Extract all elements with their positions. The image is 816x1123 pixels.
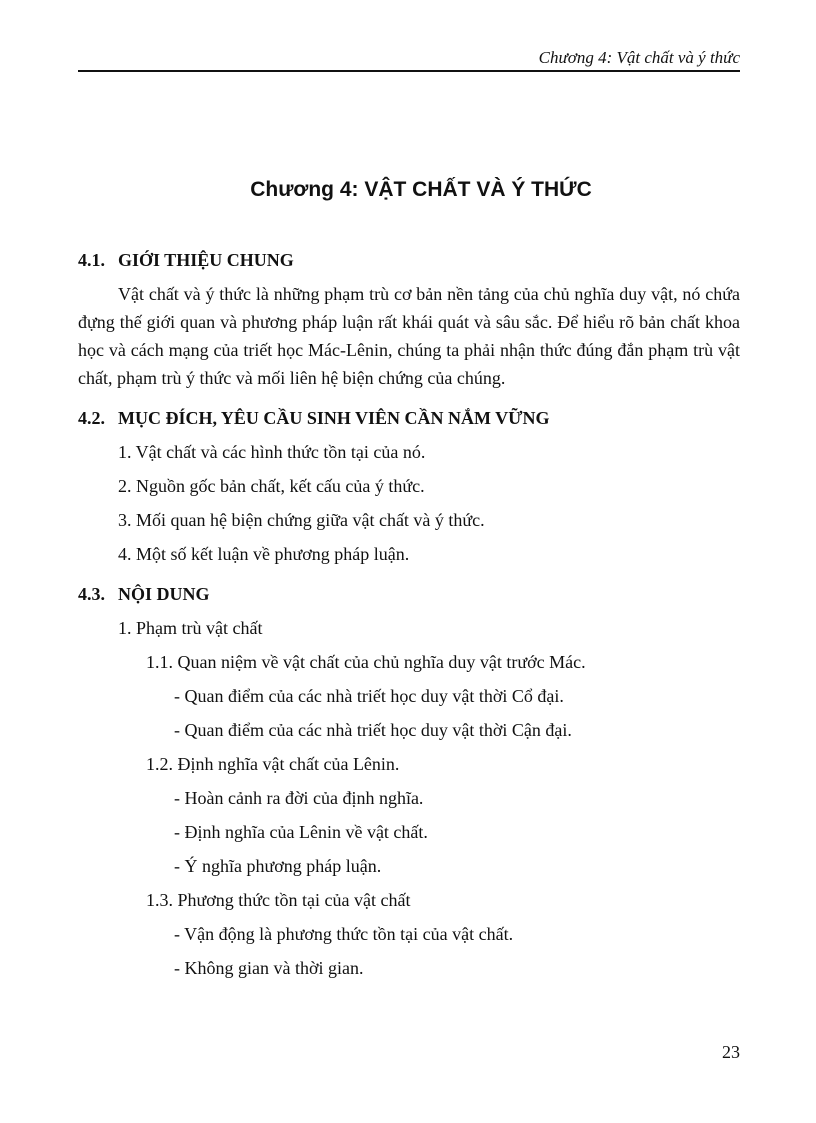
outline-subitem: 1.2. Định nghĩa vật chất của Lênin. xyxy=(146,754,400,774)
list-item: 2. Nguồn gốc bản chất, kết cấu của ý thức. xyxy=(118,476,425,496)
section-number: 4.3. xyxy=(78,584,105,604)
outline-point: - Vận động là phương thức tồn tại của vật chất. xyxy=(174,924,514,944)
section-heading-content xyxy=(78,582,740,606)
section-number: 4.2. xyxy=(78,408,105,428)
outline-point: - Không gian và thời gian. xyxy=(174,958,364,978)
outline-subitem: 1.1. Quan niệm về vật chất của chủ nghĩa duy vật trước Mác. xyxy=(146,652,586,672)
outline-point: - Hoàn cảnh ra đời của định nghĩa. xyxy=(174,788,424,808)
section-heading-intro xyxy=(78,248,740,272)
section-heading-objectives xyxy=(78,406,740,430)
page-content xyxy=(78,248,740,980)
section-content xyxy=(78,582,740,980)
list-item: 3. Mối quan hệ biện chứng giữa vật chất và ý thức. xyxy=(118,510,485,530)
chapter-title: Chương 4: VẬT CHẤT VÀ Ý THỨC xyxy=(250,178,592,201)
outline-point: - Quan điểm của các nhà triết học duy vật thời Cổ đại. xyxy=(174,686,564,706)
section-title: NỘI DUNG xyxy=(118,584,210,604)
header-rule xyxy=(78,70,740,72)
outline-point: - Định nghĩa của Lênin về vật chất. xyxy=(174,822,428,842)
section-title: GIỚI THIỆU CHUNG xyxy=(118,250,294,270)
outline-subitem: 1.3. Phương thức tồn tại của vật chất xyxy=(146,890,411,910)
list-item: 1. Vật chất và các hình thức tồn tại của nó. xyxy=(118,442,426,462)
intro-paragraph: Vật chất và ý thức là những phạm trù cơ bản nền tảng của chủ nghĩa duy vật, nó chứa đựng thế giới quan và phương pháp luận rất khái quát và sâu sắc. Để hiểu rõ bản chất khoa học và cách mạng của triết học Mác-Lênin, chúng ta phải nhận thức đúng đắn phạm trù vật chất, phạm trù ý thức và mối liên hệ biện chứng của chúng. xyxy=(78,284,740,388)
objectives-list xyxy=(78,440,740,566)
outline-item: 1. Phạm trù vật chất xyxy=(118,618,263,638)
list-item: 4. Một số kết luận về phương pháp luận. xyxy=(118,544,410,564)
section-intro xyxy=(78,248,740,392)
outline-point: - Ý nghĩa phương pháp luận. xyxy=(174,856,382,876)
section-title: MỤC ĐÍCH, YÊU CẦU SINH VIÊN CẦN NẮM VỮNG xyxy=(118,408,550,428)
section-objectives xyxy=(78,406,740,566)
content-outline xyxy=(78,616,740,980)
running-header: Chương 4: Vật chất và ý thức xyxy=(538,48,740,67)
page-number: 23 xyxy=(722,1042,740,1062)
section-number: 4.1. xyxy=(78,250,105,270)
outline-point: - Quan điểm của các nhà triết học duy vật thời Cận đại. xyxy=(174,720,572,740)
